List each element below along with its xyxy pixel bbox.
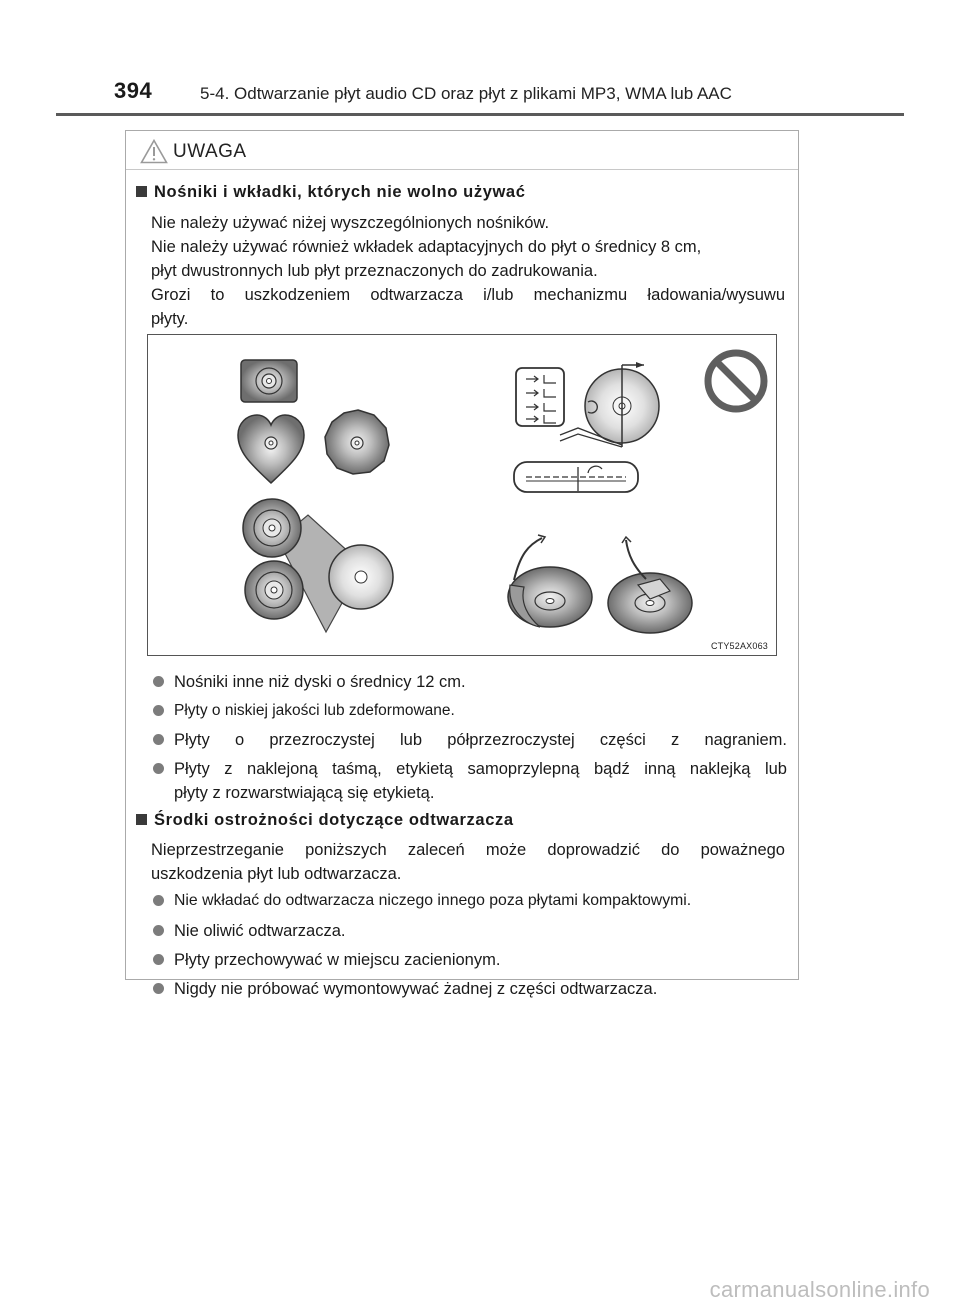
paragraph-line: uszkodzenia płyt lub odtwarzacza. <box>151 865 402 883</box>
watermark: carmanualsonline.info <box>709 1277 930 1302</box>
prohibited-media-figure <box>147 334 777 656</box>
bullet-text: Płyty o niskiej jakości lub zdeformowane. <box>174 702 455 719</box>
prohibition-sign-icon <box>708 353 764 409</box>
page-header <box>0 0 960 120</box>
bullet-dot-icon <box>153 705 164 716</box>
square-bullet-icon <box>136 814 147 825</box>
section-heading-text: Środki ostrożności dotyczące odtwarzacza <box>154 811 514 829</box>
paragraph-line: Nie należy używać również wkładek adaptacyjnych do płyt o średnicy 8 cm, <box>151 238 702 256</box>
bullet-text: płyty z rozwarstwiającą się etykietą. <box>174 784 435 802</box>
transparent-disc-icon <box>514 362 659 492</box>
bullet-text: Płyty przechowywać w miejscu zacienionym. <box>174 951 501 969</box>
bullet-item <box>153 728 787 752</box>
warning-triangle-icon <box>140 139 168 164</box>
paragraph-line: płyty. <box>151 310 189 328</box>
bullet-dot-icon <box>153 763 164 774</box>
media-paragraph <box>151 211 785 331</box>
bullet-text: Nośniki inne niż dyski o średnicy 12 cm. <box>174 673 466 691</box>
header-rule <box>56 113 904 116</box>
bullet-item <box>153 977 787 1001</box>
caution-header <box>126 131 798 170</box>
figure-illustration <box>148 335 776 655</box>
page-number: 394 <box>114 78 153 103</box>
square-bullet-icon <box>136 186 147 197</box>
bullet-item <box>153 699 787 723</box>
bullet-text: Płyty o przezroczystej lub półprzezroczystej części z nagraniem. <box>174 731 787 749</box>
bullet-dot-icon <box>153 954 164 965</box>
bullet-item <box>153 889 787 913</box>
caution-label: UWAGA <box>173 141 247 162</box>
section-heading-text: Nośniki i wkładki, których nie wolno używać <box>154 183 526 201</box>
adapter-disc-icon <box>243 499 393 632</box>
heart-disc-icon <box>238 415 304 483</box>
figure-code: CTY52AX063 <box>710 641 768 651</box>
paragraph-line: Grozi to uszkodzeniem odtwarzacza i/lub mechanizmu ładowania/wysuwu <box>151 286 785 304</box>
bullet-dot-icon <box>153 676 164 687</box>
bullet-item <box>153 948 787 972</box>
bullet-dot-icon <box>153 734 164 745</box>
paragraph-line: Nieprzestrzeganie poniższych zaleceń może doprowadzić do poważnego <box>151 841 785 859</box>
octagon-disc-icon <box>325 410 389 474</box>
caution-box <box>125 130 799 998</box>
bullet-item <box>153 757 787 805</box>
bullet-text: Nigdy nie próbować wymontowywać żadnej z części odtwarzacza. <box>174 980 658 998</box>
bullet-dot-icon <box>153 895 164 906</box>
section-heading-media <box>136 183 525 202</box>
bullet-item <box>153 919 787 943</box>
paragraph-line: Nie należy używać niżej wyszczególnionych nośników. <box>151 214 550 232</box>
bullet-text: Nie oliwić odtwarzacza. <box>174 922 346 940</box>
chapter-title: 5-4. Odtwarzanie płyt audio CD oraz płyt z plikami MP3, WMA lub AAC <box>200 84 732 103</box>
player-paragraph <box>151 838 785 886</box>
section-heading-player <box>136 811 514 830</box>
bullet-text: Nie wkładać do odtwarzacza niczego innego poza płytami kompaktowymi. <box>174 892 692 909</box>
bullet-dot-icon <box>153 983 164 994</box>
square-disc-icon <box>241 360 297 402</box>
peeling-label-disc-icon <box>508 535 692 633</box>
paragraph-line: płyt dwustronnych lub płyt przeznaczonych do zadrukowania. <box>151 262 598 280</box>
bullet-item <box>153 670 787 694</box>
bullet-text: Płyty z naklejoną taśmą, etykietą samoprzylepną bądź inną naklejką lub <box>174 760 787 778</box>
bullet-dot-icon <box>153 925 164 936</box>
